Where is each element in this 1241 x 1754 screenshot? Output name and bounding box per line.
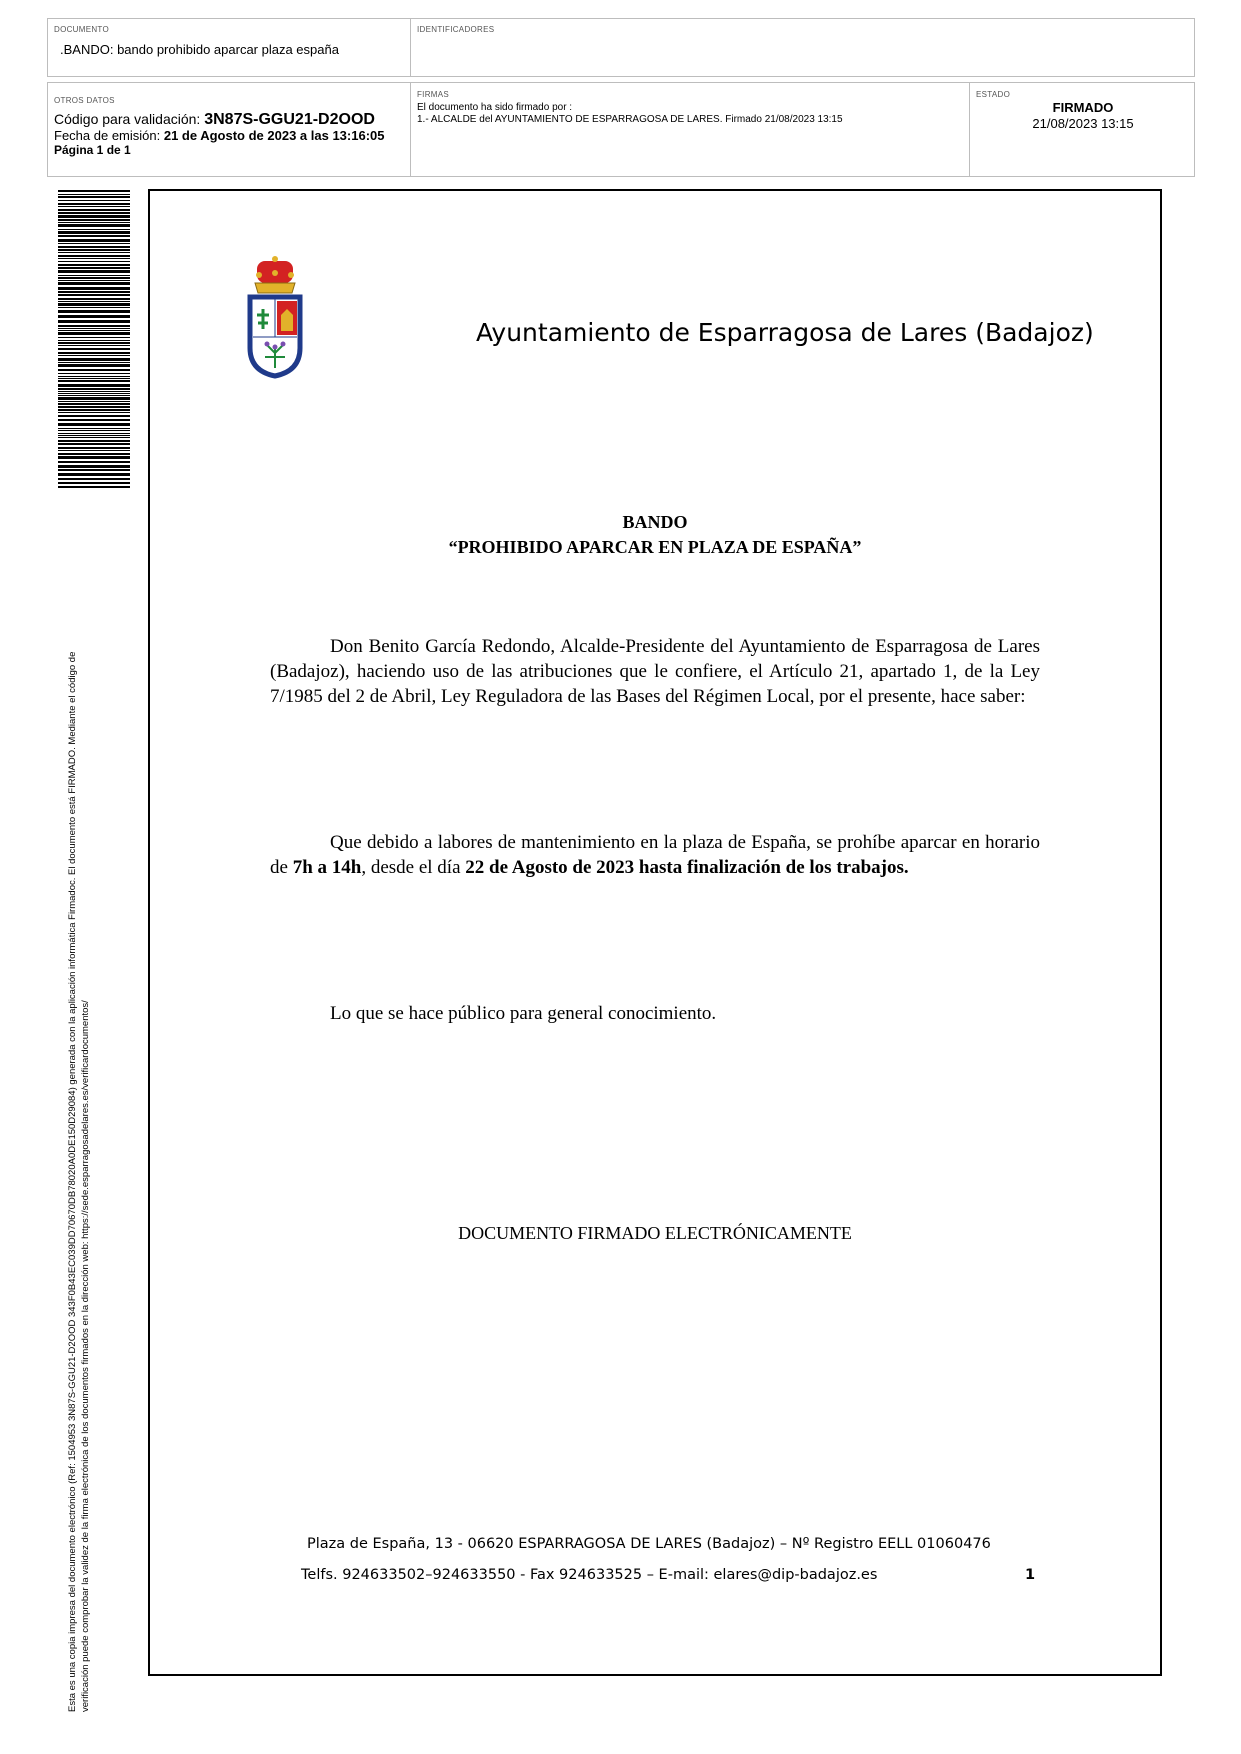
firmas-label: FIRMAS xyxy=(417,90,450,99)
notice-text-c: , desde el día xyxy=(361,857,466,878)
bando-subheading: “PROHIBIDO APARCAR EN PLAZA DE ESPAÑA” xyxy=(448,537,862,557)
footer-contact: Telfs. 924633502–924633550 - Fax 924633525 – E-mail: elares@dip-badajoz.es xyxy=(301,1567,878,1583)
notice-dates: 22 de Agosto de 2023 hasta finalización de los trabajos. xyxy=(465,857,909,878)
codigo-line xyxy=(54,111,375,129)
documento-title: .BANDO: bando prohibido aparcar plaza españa xyxy=(60,42,339,57)
otros-label: OTROS DATOS xyxy=(54,96,115,105)
firmas-line1: El documento ha sido firmado por : xyxy=(417,102,573,113)
pagina: Página 1 de 1 xyxy=(54,143,131,157)
side-note-line2: verificación puede comprobar la validez de la firma electrónica de los documentos firmados en la dirección web: https://sede.esparragosadelares.es/verificardocumentos/ xyxy=(80,1000,91,1712)
coat-of-arms-logo xyxy=(245,253,305,379)
firmas-line2: 1.- ALCALDE del AYUNTAMIENTO DE ESPARRAGOSA DE LARES. Firmado 21/08/2023 13:15 xyxy=(417,114,843,125)
fecha-line xyxy=(54,128,385,143)
municipality-title: Ayuntamiento de Esparragosa de Lares (Badajoz) xyxy=(476,318,1094,347)
paragraph-closing: Lo que se hace público para general conocimiento. xyxy=(330,1003,717,1024)
paragraph-notice xyxy=(270,830,1040,880)
bando-heading: BANDO xyxy=(622,512,688,532)
page-number: 1 xyxy=(1025,1567,1036,1583)
header-otros-cell xyxy=(47,82,411,177)
fecha-prefix: Fecha de emisión: xyxy=(54,128,161,143)
document-frame xyxy=(148,189,1162,1676)
header-estado-cell xyxy=(969,82,1195,177)
electronic-signature-note: DOCUMENTO FIRMADO ELECTRÓNICAMENTE xyxy=(458,1223,852,1243)
footer-address: Plaza de España, 13 - 06620 ESPARRAGOSA DE LARES (Badajoz) – Nº Registro EELL 01060476 xyxy=(307,1536,991,1552)
header-documento-cell xyxy=(47,18,411,77)
identificadores-label: IDENTIFICADORES xyxy=(417,25,495,34)
notice-hours: 7h a 14h xyxy=(292,857,362,878)
estado-label: ESTADO xyxy=(976,90,1011,99)
paragraph-intro: Don Benito García Redondo, Alcalde-Presidente del Ayuntamiento de Esparragosa de Lares (Badajoz), haciendo uso de las atribuciones que le confiere, el Artículo 21, apartado 1, de la Ley 7/1985 del 2 de Abril, Ley Reguladora de las Bases del Régimen Local, por el presente, hace saber: xyxy=(270,636,1040,707)
documento-value xyxy=(60,42,339,57)
codigo-value: 3N87S-GGU21-D2OOD xyxy=(204,111,375,128)
notice-text-a: Que debido a labores de mantenimiento en la plaza de España, se prohíbe aparcar en horario de xyxy=(270,832,1040,878)
codigo-prefix: Código para validación: xyxy=(54,111,201,127)
header-identificadores-cell xyxy=(410,18,1195,77)
side-verification-note xyxy=(66,532,92,1712)
documento-label: DOCUMENTO xyxy=(54,25,109,34)
estado-date: 21/08/2023 13:15 xyxy=(1032,116,1134,131)
estado-value: FIRMADO xyxy=(1052,100,1114,115)
header-firmas-cell xyxy=(410,82,970,177)
barcode-image xyxy=(58,190,130,488)
fecha-value: 21 de Agosto de 2023 a las 13:16:05 xyxy=(163,128,385,143)
side-note-line1: Esta es una copia impresa del documento electrónico (Ref: 1504953 3N87S-GGU21-D2OOD 343F0B43EC039DD70670DB78020A0DE150D29084) generada con la aplicación informática Firmadoc. El documento está FIRMADO. Mediante el código de xyxy=(67,651,78,1712)
